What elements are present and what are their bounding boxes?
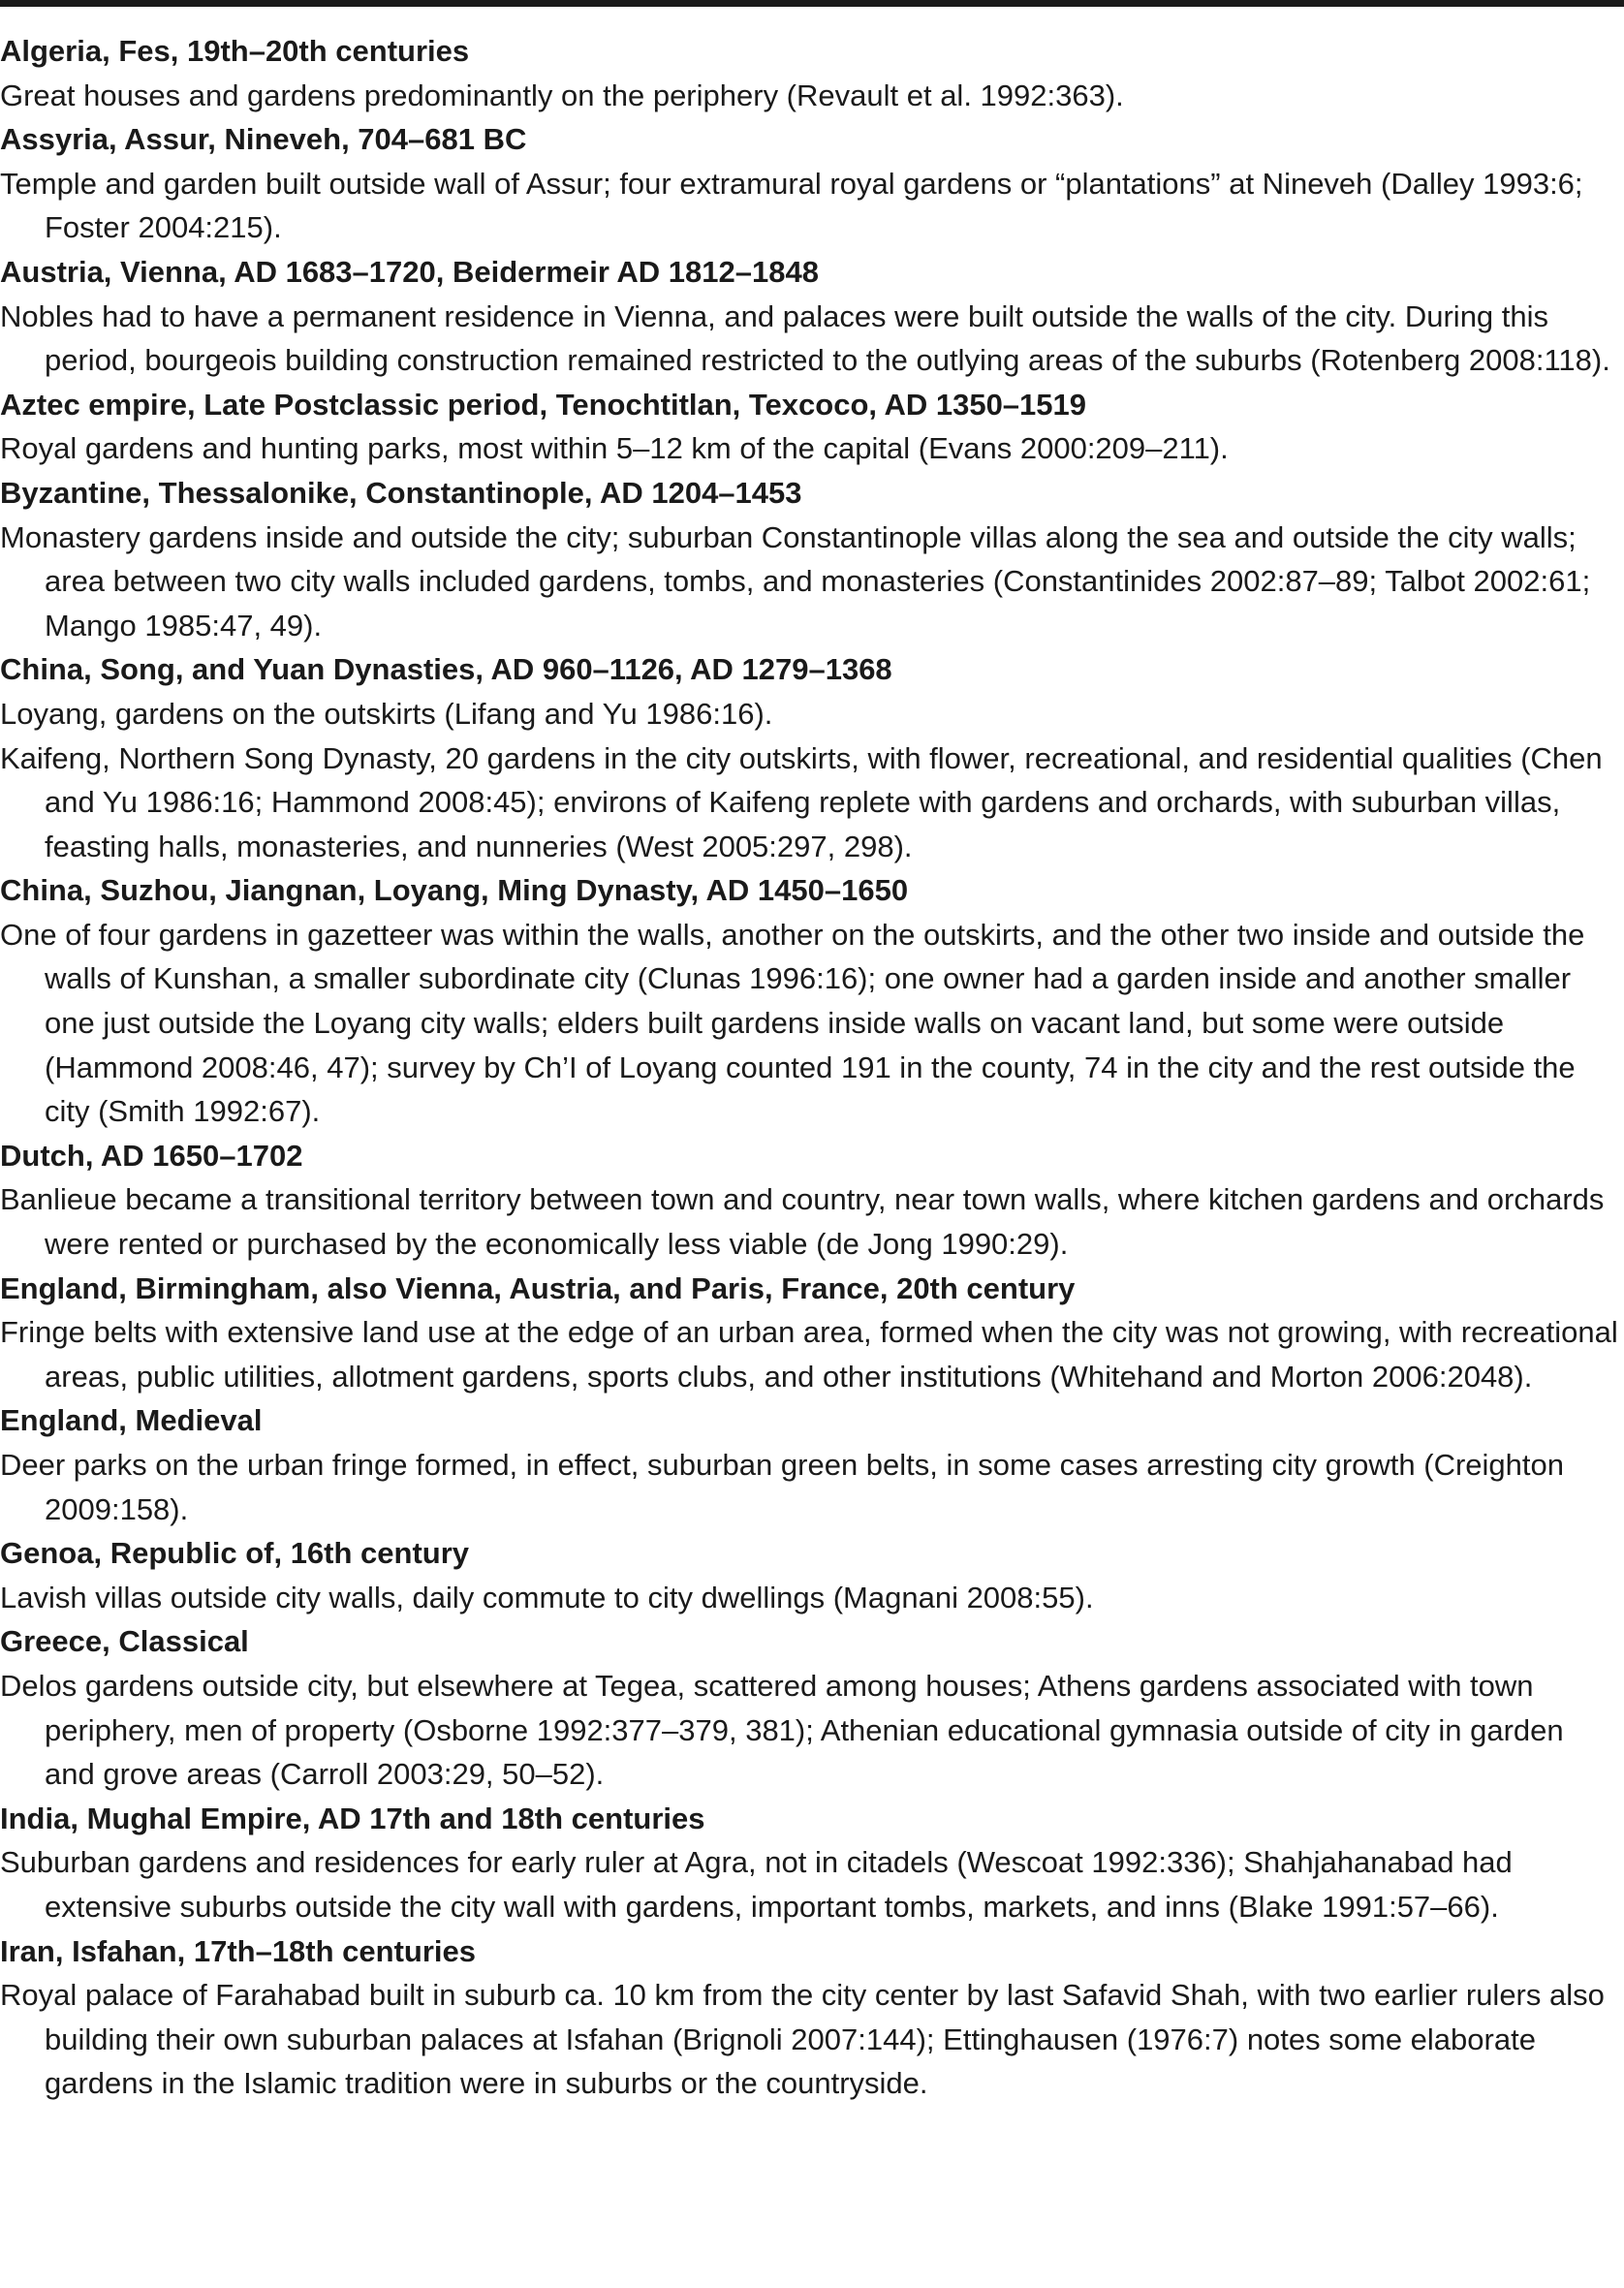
entry-title: Algeria, Fes, 19th–20th centuries bbox=[0, 34, 470, 68]
entry bbox=[0, 1929, 1620, 2106]
entry-title: Byzantine, Thessalonike, Constantinople, AD 1204–1453 bbox=[0, 475, 802, 510]
entry-title: Iran, Isfahan, 17th–18th centuries bbox=[0, 1933, 477, 1968]
entry-title: Dutch, AD 1650–1702 bbox=[0, 1138, 303, 1173]
entry-title: England, Birmingham, also Vienna, Austria, and Paris, France, 20th century bbox=[0, 1270, 1076, 1305]
entry bbox=[0, 383, 1620, 471]
entry-body: Kaifeng, Northern Song Dynasty, 20 gardens in the city outskirts, with flower, recreational, and residential qualities (Chen and Yu 1986:16; Hammond 2008:45); environs of Kaifeng replete with gardens and orchards, with suburban villas, feasting halls, monasteries, and nunneries (West 2005:297, 298). bbox=[0, 740, 1603, 863]
top-rule bbox=[0, 0, 1624, 7]
entry-body: Delos gardens outside city, but elsewhere at Tegea, scattered among houses; Athens gardens associated with town periphery, men of property (Osborne 1992:377–379, 381); Athenian educational gymnasia outside of city in garden and grove areas (Carroll 2003:29, 50–52). bbox=[0, 1668, 1564, 1792]
entry-title: Assyria, Assur, Nineveh, 704–681 BC bbox=[0, 122, 527, 157]
entry-body: Deer parks on the urban fringe formed, in effect, suburban green belts, in some cases arresting city growth (Creighton 2009:158). bbox=[0, 1448, 1564, 1526]
entry-title: Austria, Vienna, AD 1683–1720, Beidermeir AD 1812–1848 bbox=[0, 254, 819, 289]
entry-body: Nobles had to have a permanent residence in Vienna, and palaces were built outside the walls of the city. During this period, bourgeois building construction remained restricted to the outlying areas of the suburbs (Rotenberg 2008:118). bbox=[0, 298, 1610, 378]
entry bbox=[0, 1398, 1620, 1531]
entry-body: Royal palace of Farahabad built in suburb ca. 10 km from the city center by last Safavid Shah, with two earlier rulers also building their own suburban palaces at Isfahan (Brignoli 2007:144); Ettinghausen (1976:7) notes some elaborate gardens in the Islamic tradition were in suburbs or the countryside. bbox=[0, 1978, 1605, 2101]
entry bbox=[0, 29, 1620, 117]
entry bbox=[0, 471, 1620, 647]
entry-list bbox=[0, 29, 1620, 2106]
entry-title: England, Medieval bbox=[0, 1403, 263, 1438]
entry-body: Lavish villas outside city walls, daily commute to city dwellings (Magnani 2008:55). bbox=[0, 1580, 1094, 1614]
entry bbox=[0, 868, 1620, 1134]
entry-body: Monastery gardens inside and outside the city; suburban Constantinople villas along the sea and outside the city walls; area between two city walls included gardens, tombs, and monasteries (Constantinides 2002:87–89; Talbot 2002:61; Mango 1985:47, 49). bbox=[0, 519, 1591, 643]
entry-title: Genoa, Republic of, 16th century bbox=[0, 1536, 470, 1571]
entry-body: Loyang, gardens on the outskirts (Lifang and Yu 1986:16). bbox=[0, 696, 773, 731]
entry bbox=[0, 250, 1620, 383]
entry bbox=[0, 647, 1620, 868]
entry-title: Aztec empire, Late Postclassic period, Tenochtitlan, Texcoco, AD 1350–1519 bbox=[0, 387, 1087, 422]
entry bbox=[0, 1134, 1620, 1267]
entry-body: Royal gardens and hunting parks, most within 5–12 km of the capital (Evans 2000:209–211). bbox=[0, 431, 1229, 466]
entry-title: China, Suzhou, Jiangnan, Loyang, Ming Dynasty, AD 1450–1650 bbox=[0, 873, 909, 908]
entry bbox=[0, 1531, 1620, 1619]
entry-body: Temple and garden built outside wall of Assur; four extramural royal gardens or “plantations” at Nineveh (Dalley 1993:6; Foster 2004:215). bbox=[0, 166, 1583, 245]
entry-title: India, Mughal Empire, AD 17th and 18th centuries bbox=[0, 1801, 705, 1835]
entry-title: China, Song, and Yuan Dynasties, AD 960–1126, AD 1279–1368 bbox=[0, 652, 892, 687]
entry-body: Banlieue became a transitional territory between town and country, near town walls, where kitchen gardens and orchards were rented or purchased by the economically less viable (de Jong 1990:29). bbox=[0, 1182, 1605, 1262]
entry bbox=[0, 1267, 1620, 1399]
entry-body: Great houses and gardens predominantly on the periphery (Revault et al. 1992:363). bbox=[0, 78, 1124, 112]
entry-body: Suburban gardens and residences for early ruler at Agra, not in citadels (Wescoat 1992:336); Shahjahanabad had extensive suburbs outside the city wall with gardens, important tombs, markets, and inns (Blake 1991:57–66). bbox=[0, 1845, 1513, 1924]
entry bbox=[0, 1619, 1620, 1796]
entry-title: Greece, Classical bbox=[0, 1624, 249, 1659]
entry-body: One of four gardens in gazetteer was within the walls, another on the outskirts, and the other two inside and outside the walls of Kunshan, a smaller subordinate city (Clunas 1996:16); one owner had a garden inside and another smaller one just outside the Loyang city walls; elders built gardens inside walls on vacant land, but some were outside (Hammond 2008:46, 47); survey by Ch’I of Loyang counted 191 in the county, 74 in the city and the rest outside the city (Smith 1992:67). bbox=[0, 917, 1585, 1129]
entry-body: Fringe belts with extensive land use at the edge of an urban area, formed when the city was not growing, with recreational areas, public utilities, allotment gardens, sports clubs, and other institutions (Whitehand and Morton 2006:2048). bbox=[0, 1315, 1618, 1394]
entry bbox=[0, 117, 1620, 250]
entry bbox=[0, 1797, 1620, 1929]
